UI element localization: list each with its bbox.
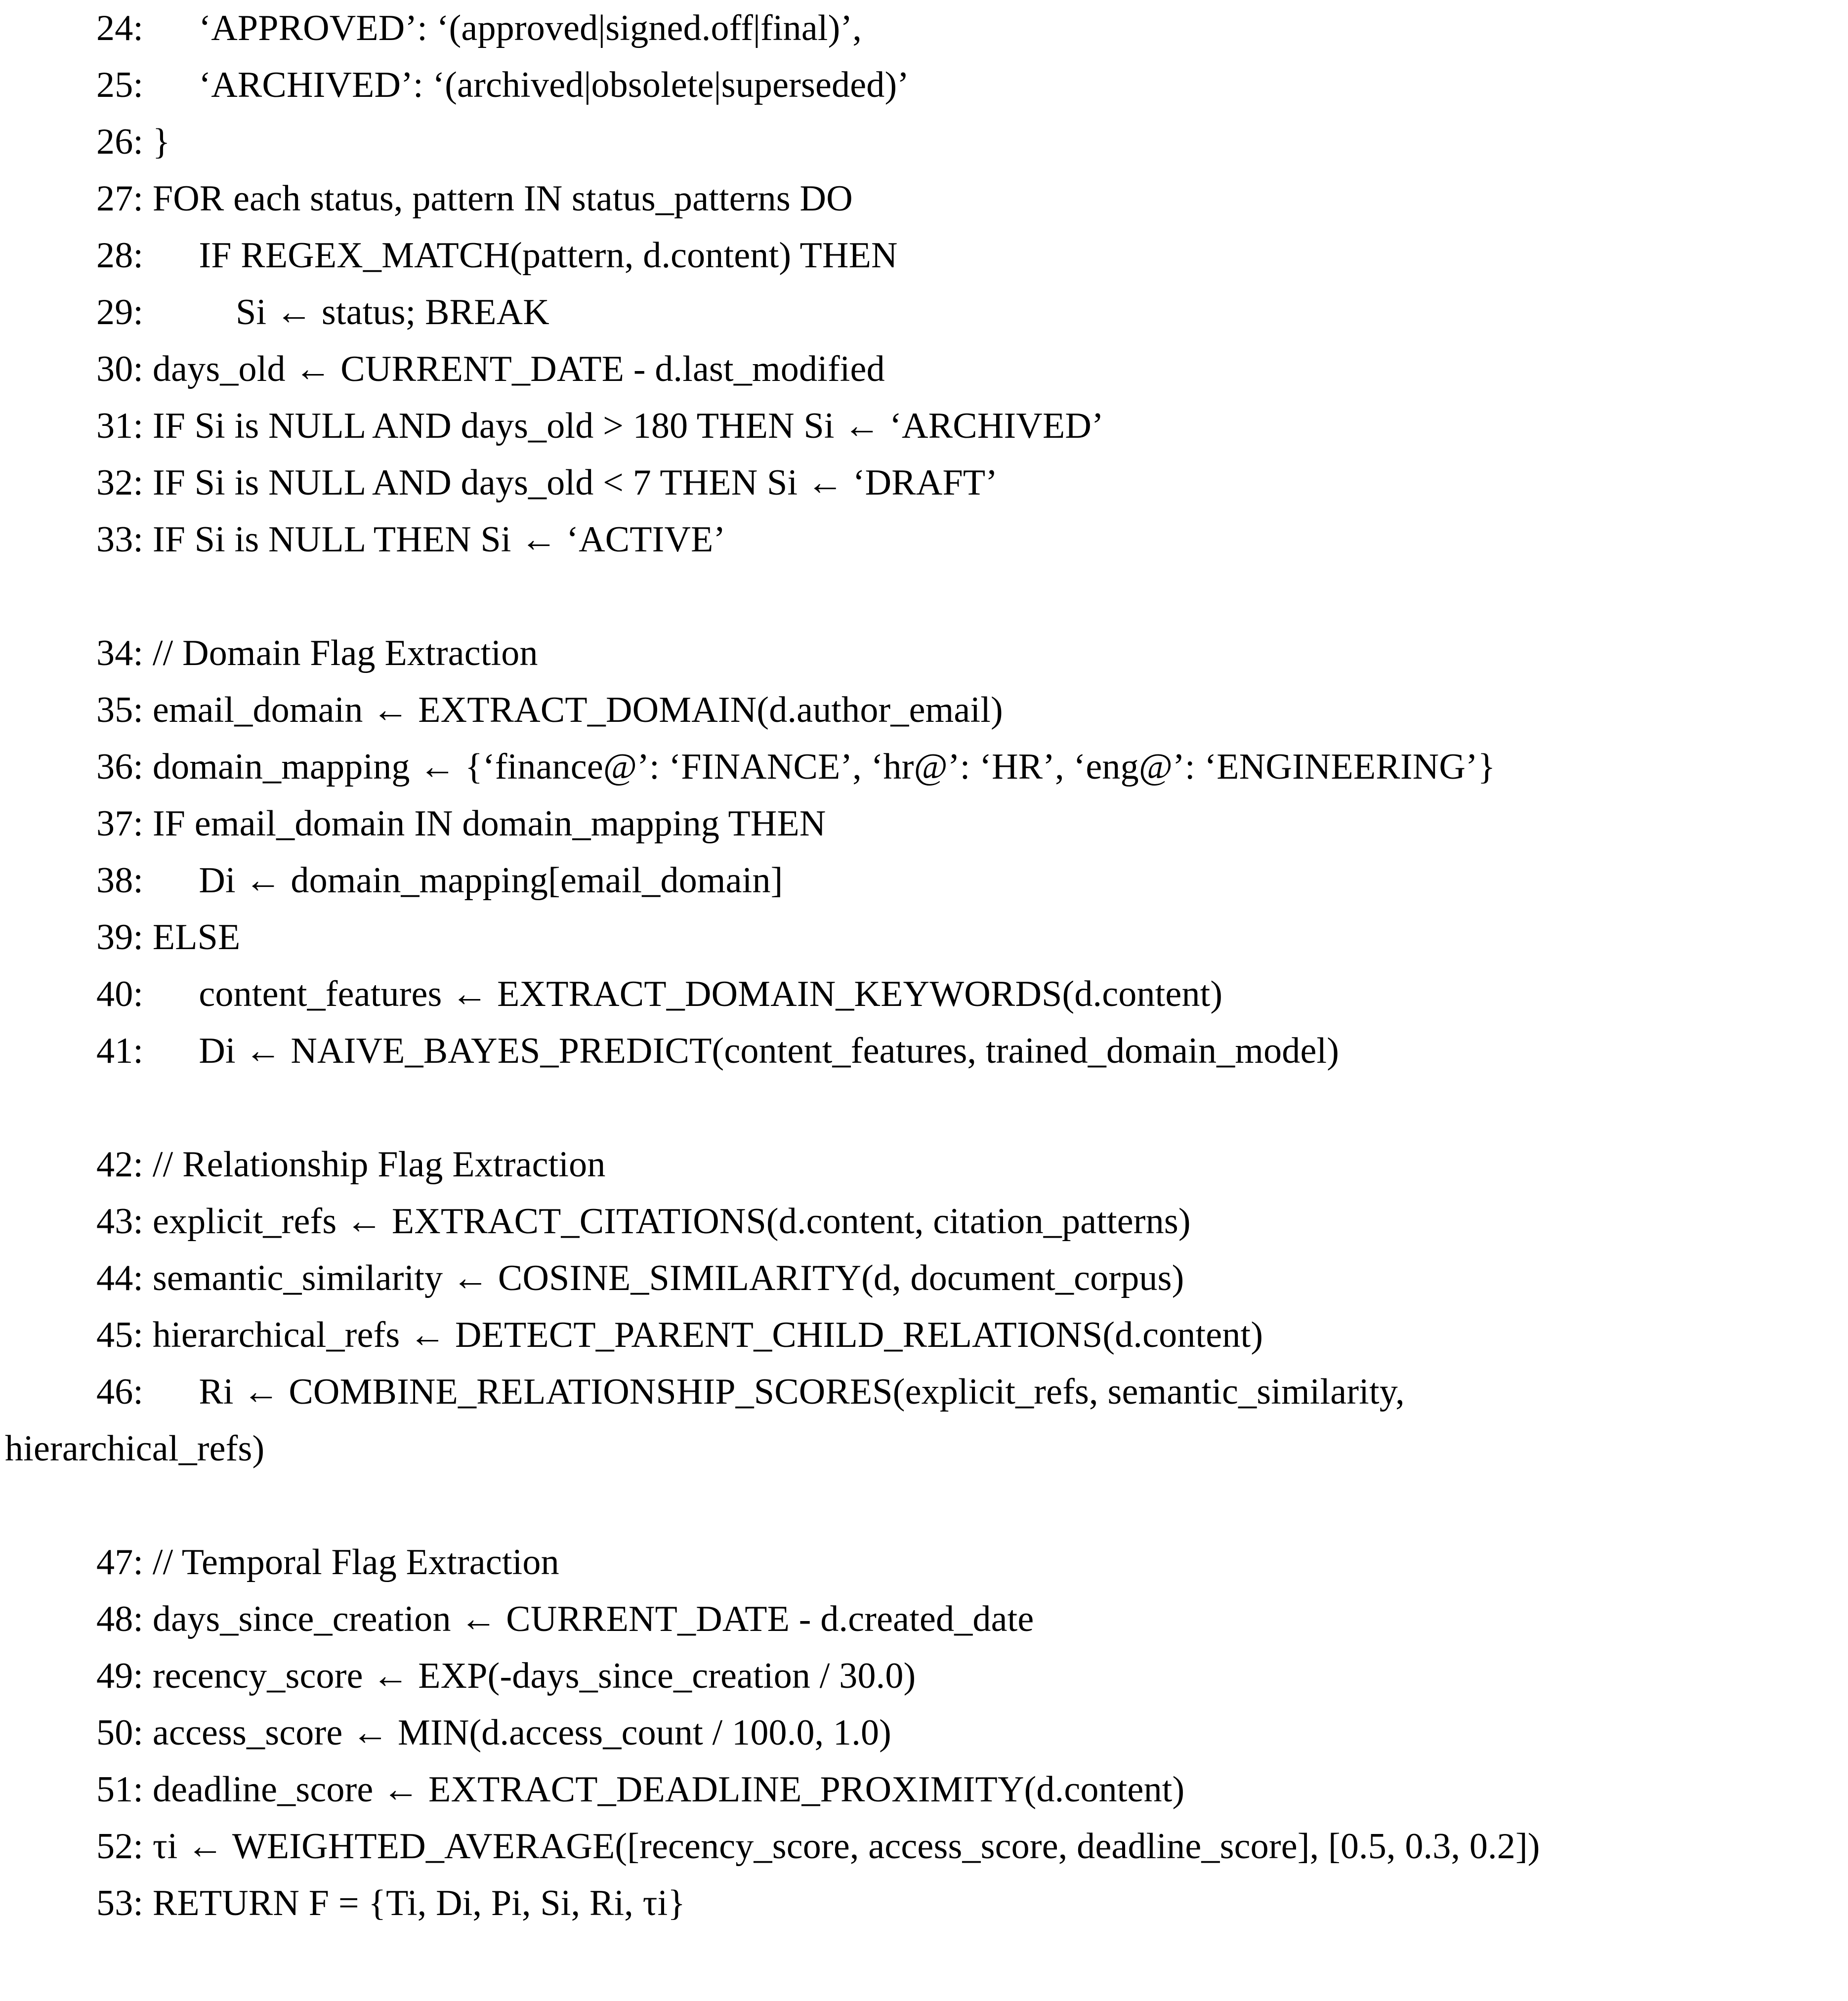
- line-number: 30:: [96, 349, 144, 389]
- code-line: [0, 682, 1848, 739]
- code-text: τi ← WEIGHTED_AVERAGE([recency_score, access_score, deadline_score], [0.5, 0.3, 0.2]): [143, 1826, 1540, 1867]
- code-text: ‘ARCHIVED’: ‘(archived|obsolete|superseded)’: [143, 65, 910, 105]
- code-text: deadline_score ← EXTRACT_DEADLINE_PROXIMITY(d.content): [143, 1769, 1185, 1810]
- code-text: IF Si is NULL AND days_old < 7 THEN Si ← ‘DRAFT’: [143, 462, 998, 503]
- code-text: Di ← domain_mapping[email_domain]: [143, 860, 783, 901]
- code-line: [0, 57, 1848, 114]
- code-text: semantic_similarity ← COSINE_SIMILARITY(d, document_corpus): [143, 1258, 1184, 1298]
- code-text: // Relationship Flag Extraction: [143, 1144, 606, 1185]
- code-line: [0, 1307, 1848, 1364]
- code-text: Si ← status; BREAK: [143, 292, 549, 333]
- line-number: 47:: [96, 1542, 144, 1583]
- code-line: [0, 1818, 1848, 1875]
- code-token: COMBINE_RELATIONSHIP_SCORES(explicit_refs,: [289, 1372, 1098, 1412]
- code-line: [0, 1591, 1848, 1648]
- blank-line-spacer: [0, 568, 1848, 625]
- code-line: [0, 1023, 1848, 1080]
- code-line: [0, 795, 1848, 852]
- line-number: 27:: [96, 178, 144, 219]
- blank-line-spacer: [0, 1477, 1848, 1534]
- line-number: 49:: [96, 1656, 144, 1696]
- code-text: // Temporal Flag Extraction: [143, 1542, 559, 1583]
- code-line-continuation: hierarchical_refs): [5, 1428, 265, 1469]
- line-number: 35:: [96, 690, 144, 730]
- code-line: [0, 909, 1848, 966]
- code-line: [0, 170, 1848, 227]
- code-text: IF Si is NULL AND days_old > 180 THEN Si ← ‘ARCHIVED’: [143, 406, 1104, 446]
- line-number: 43:: [96, 1201, 144, 1242]
- line-number: 40:: [96, 974, 144, 1014]
- code-text: days_old ← CURRENT_DATE - d.last_modified: [143, 349, 885, 389]
- code-line: [0, 1136, 1848, 1193]
- code-line: [0, 455, 1848, 511]
- line-number: 36:: [96, 747, 144, 787]
- code-line: [0, 966, 1848, 1023]
- line-number: 24:: [96, 8, 144, 48]
- code-token: semantic_similarity,: [1107, 1372, 1405, 1412]
- code-line: [0, 114, 1848, 170]
- code-text: ‘APPROVED’: ‘(approved|signed.off|final)’,: [143, 8, 862, 48]
- code-line: [0, 1193, 1848, 1250]
- code-text: hierarchical_refs ← DETECT_PARENT_CHILD_RELATIONS(d.content): [143, 1315, 1263, 1355]
- code-line: [0, 398, 1848, 455]
- code-text: content_features ← EXTRACT_DOMAIN_KEYWORDS(d.content): [143, 974, 1223, 1014]
- line-number: 50:: [96, 1712, 144, 1753]
- line-number: 33:: [96, 519, 144, 560]
- line-number: 38:: [96, 860, 144, 901]
- line-number: 44:: [96, 1258, 144, 1298]
- line-number: 53:: [96, 1883, 144, 1923]
- code-line: [0, 625, 1848, 682]
- line-number: 42:: [96, 1144, 144, 1185]
- line-number: 45:: [96, 1315, 144, 1355]
- code-line: [0, 1875, 1848, 1932]
- line-number: 39:: [96, 917, 144, 958]
- line-number: 52:: [96, 1826, 144, 1867]
- code-text: }: [143, 122, 170, 162]
- code-line: [0, 1648, 1848, 1705]
- code-line: [0, 1364, 1848, 1420]
- line-number: 32:: [96, 462, 144, 503]
- line-number: 41:: [96, 1031, 144, 1071]
- line-number: 46:: [96, 1372, 199, 1412]
- line-number: 34:: [96, 633, 144, 673]
- line-number: 29:: [96, 292, 144, 333]
- code-text: domain_mapping ← {‘finance@’: ‘FINANCE’, ‘hr@’: ‘HR’, ‘eng@’: ‘ENGINEERING’}: [143, 747, 1496, 787]
- code-text: access_score ← MIN(d.access_count / 100.0, 1.0): [143, 1712, 891, 1753]
- code-line: [0, 284, 1848, 341]
- code-text: FOR each status, pattern IN status_patterns DO: [143, 178, 853, 219]
- code-line: [0, 341, 1848, 398]
- code-token: ←: [243, 1372, 280, 1412]
- code-line: [0, 852, 1848, 909]
- code-text: Di ← NAIVE_BAYES_PREDICT(content_features, trained_domain_model): [143, 1031, 1340, 1071]
- line-number: 48:: [96, 1599, 144, 1639]
- code-line: [0, 511, 1848, 568]
- code-line: [0, 739, 1848, 795]
- code-text: ELSE: [143, 917, 241, 958]
- line-number: 51:: [96, 1769, 144, 1810]
- line-number: 37:: [96, 803, 144, 844]
- line-number: 26:: [96, 122, 144, 162]
- line-number: 28:: [96, 235, 144, 276]
- code-line: [0, 1761, 1848, 1818]
- code-text: days_since_creation ← CURRENT_DATE - d.created_date: [143, 1599, 1034, 1639]
- code-text: // Domain Flag Extraction: [143, 633, 538, 673]
- code-line: [0, 1705, 1848, 1761]
- code-text: RETURN F = {Ti, Di, Pi, Si, Ri, τi}: [143, 1883, 686, 1923]
- code-line: [0, 1534, 1848, 1591]
- code-text: email_domain ← EXTRACT_DOMAIN(d.author_email): [143, 690, 1003, 730]
- line-number: 31:: [96, 406, 144, 446]
- code-text: IF REGEX_MATCH(pattern, d.content) THEN: [143, 235, 898, 276]
- code-text: recency_score ← EXP(-days_since_creation / 30.0): [143, 1656, 916, 1696]
- code-line: [0, 0, 1848, 57]
- code-text: IF email_domain IN domain_mapping THEN: [143, 803, 826, 844]
- code-text: IF Si is NULL THEN Si ← ‘ACTIVE’: [143, 519, 726, 560]
- code-line: [0, 1250, 1848, 1307]
- code-token: Ri: [199, 1372, 234, 1412]
- code-line: [0, 227, 1848, 284]
- line-number: 25:: [96, 65, 144, 105]
- code-text: explicit_refs ← EXTRACT_CITATIONS(d.content, citation_patterns): [143, 1201, 1191, 1242]
- blank-line-spacer: [0, 1080, 1848, 1136]
